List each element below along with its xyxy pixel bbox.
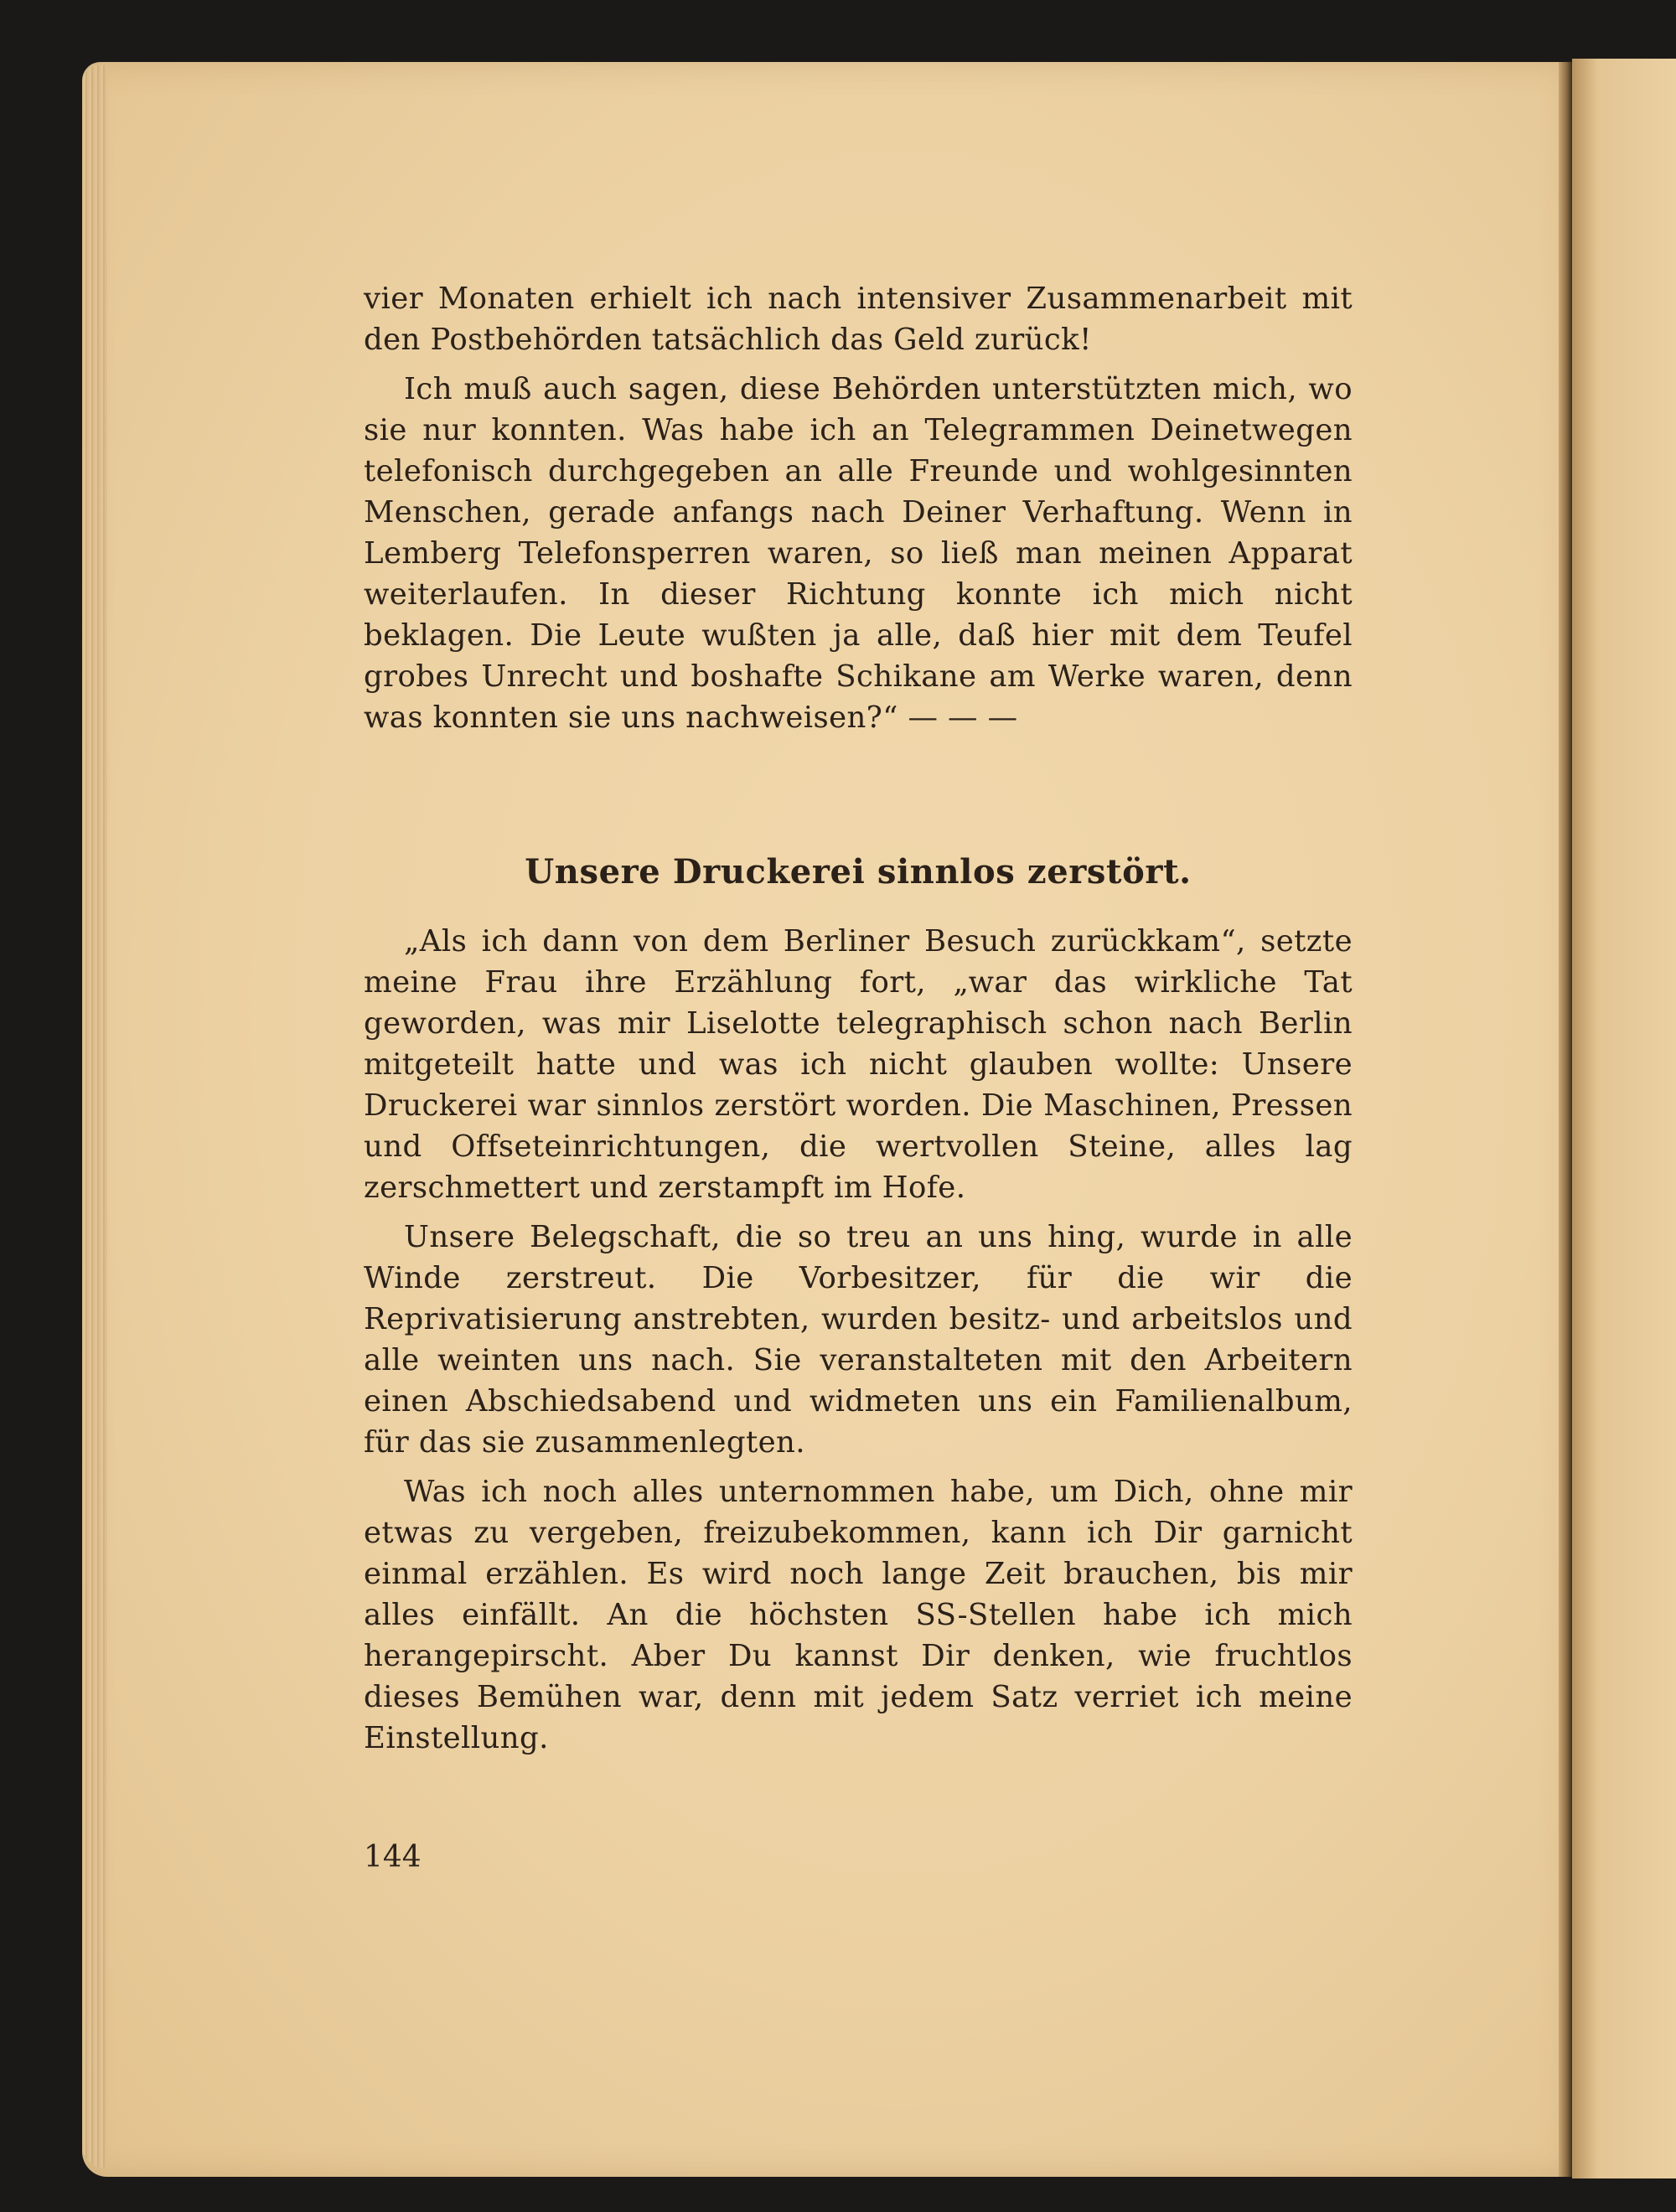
- section-heading: Unsere Druckerei sinnlos zerstört.: [525, 852, 1192, 892]
- paragraph-1: vier Monaten erhielt ich nach intensiver Zusammenarbeit mit den Postbehörden tatsächlich das Geld zurück!: [364, 282, 1353, 357]
- page-text: [364, 278, 1353, 1767]
- paragraph-4: Unsere Belegschaft, die so treu an uns hing, wurde in alle Winde zerstreut. Die Vorbesitzer, für die wir die Reprivatisierung anstrebten, wurden besitz- und arbeitslos und alle weinten uns nach. Sie veranstalteten mit den Arbeitern einen Abschiedsabend und widmeten uns ein Familienalbum, für das sie zusammenlegten.: [364, 1220, 1353, 1460]
- paragraph-5: Was ich noch alles unternommen habe, um Dich, ohne mir etwas zu vergeben, freizubekommen, kann ich Dir garnicht einmal erzählen. Es wird noch lange Zeit brauchen, bis mir alles einfällt. An die höchsten SS-Stellen habe ich mich herangepirscht. Aber Du kannst Dir denken, wie fruchtlos dieses Bemühen war, denn mit jedem Satz verriet ich meine Einstellung.: [364, 1475, 1353, 1755]
- page-number: 144: [364, 1840, 422, 1874]
- paragraph-3: „Als ich dann von dem Berliner Besuch zurückkam“, setzte meine Frau ihre Erzählung fort, „war das wirkliche Tat geworden, was mir Liselotte telegraphisch schon nach Berlin mitgeteilt hatte und was ich nicht glauben wollte: Unsere Druckerei war sinnlos zerstört worden. Die Maschinen, Pressen und Offseteinrichtungen, die wertvollen Steine, alles lag zerschmettert und zerstampft im Hofe.: [364, 924, 1353, 1205]
- facing-page-edge: [1572, 59, 1676, 2178]
- page-stack-edges: [82, 65, 107, 2168]
- book-gutter: [1559, 62, 1572, 2177]
- paragraph-2: Ich muß auch sagen, diese Behörden unterstützten mich, wo sie nur konnten. Was habe ich an Telegrammen Deinetwegen telefonisch durchgegeben an alle Freunde und wohlgesinnten Menschen, gerade anfangs nach Deiner Verhaftung. Wenn in Lemberg Telefonsperren waren, so ließ man meinen Apparat weiterlaufen. In dieser Richtung konnte ich mich nicht beklagen. Die Leute wußten ja alle, daß hier mit dem Teufel grobes Unrecht und boshafte Schikane am Werke waren, denn was konnten sie uns nachweisen?“ — — —: [364, 372, 1353, 735]
